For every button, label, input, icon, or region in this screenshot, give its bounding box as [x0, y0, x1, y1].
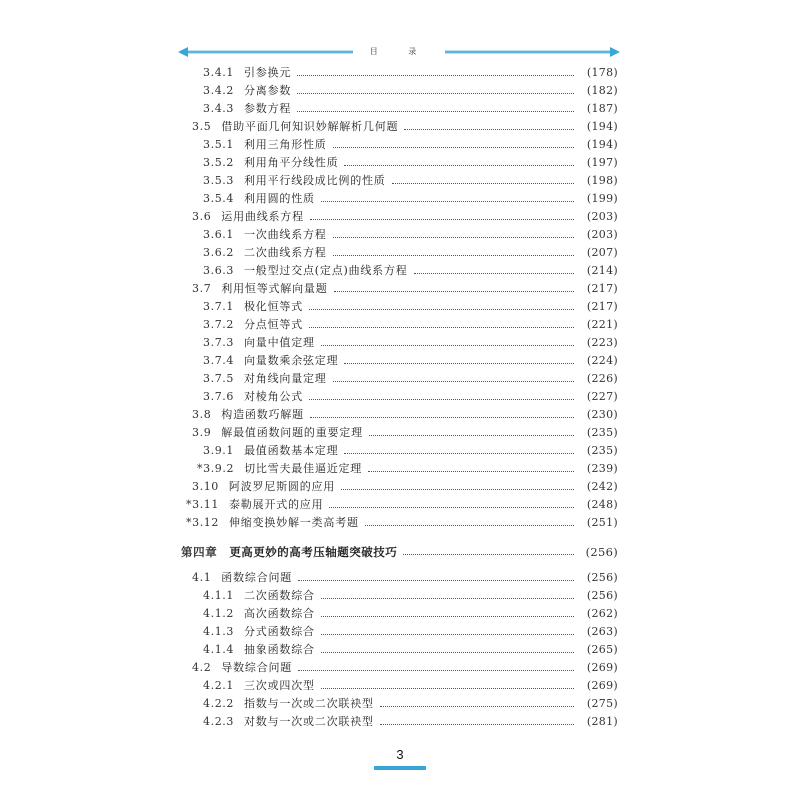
dot-leader [404, 128, 574, 130]
toc-entry-page: (263) [586, 625, 618, 638]
toc-entry-page: (178) [586, 66, 618, 79]
dot-leader [297, 92, 574, 94]
toc-entry-number: 3.6.2 [203, 246, 234, 259]
dot-leader [309, 308, 574, 310]
dot-leader [321, 597, 574, 599]
toc-entry-number: 4.1.1 [203, 589, 234, 602]
toc-entry-title: 更高更妙的高考压轴题突破技巧 [229, 545, 398, 559]
toc-entry-number: 3.7.4 [203, 354, 234, 367]
toc-entry[interactable] [203, 352, 618, 370]
toc-entry-title: 抽象函数综合 [244, 643, 315, 656]
toc-entry-title: 三次或四次型 [244, 679, 315, 692]
toc-entry-page: (242) [586, 480, 618, 493]
toc-entry-title: 参数方程 [244, 102, 292, 115]
toc-entry[interactable] [203, 226, 618, 244]
toc-entry-title: 一次曲线系方程 [244, 228, 327, 241]
toc-entry-title: 切比雪夫最佳逼近定理 [244, 462, 363, 475]
toc-entry-page: (248) [586, 498, 618, 511]
dot-leader [321, 200, 574, 202]
dot-leader [333, 146, 574, 148]
toc-entry-page: (256) [586, 571, 618, 584]
toc-entry-title: 指数与一次或二次联袂型 [244, 697, 374, 710]
toc-entry-number: 4.1 [192, 571, 212, 584]
toc-entry-title: 利用平行线段成比例的性质 [244, 174, 386, 187]
toc-entry-number: 3.7.1 [203, 300, 234, 313]
toc-entry-title: 利用圆的性质 [244, 192, 315, 205]
toc-entry-page: (235) [586, 426, 618, 439]
toc-entry-number: 3.10 [192, 480, 219, 493]
toc-entry[interactable] [186, 496, 618, 514]
toc-entry-number: 4.2.1 [203, 679, 234, 692]
dot-leader [333, 254, 574, 256]
dot-leader [414, 272, 574, 274]
toc-entry-number: 3.5.2 [203, 156, 234, 169]
dot-leader [333, 380, 574, 382]
toc-entry-number: 3.5.4 [203, 192, 234, 205]
toc-entry-page: (251) [586, 516, 618, 529]
toc-entry[interactable] [203, 316, 618, 334]
toc-entry-page: (197) [586, 156, 618, 169]
toc-entry[interactable] [203, 64, 618, 82]
toc-entry-number: 4.1.2 [203, 607, 234, 620]
toc-entry-page: (187) [586, 102, 618, 115]
toc-entry[interactable] [203, 587, 618, 605]
dot-leader [298, 669, 574, 671]
footer-accent-bar [374, 766, 426, 770]
page-title: 目 录 [369, 47, 431, 56]
toc-entry-page: (207) [586, 246, 618, 259]
toc-entry-page: (198) [586, 174, 618, 187]
toc-entry-page: (203) [586, 210, 618, 223]
dot-leader [321, 615, 574, 617]
dot-leader [321, 633, 574, 635]
toc-entry[interactable] [186, 514, 618, 532]
toc-entry-title: 函数综合问题 [221, 571, 293, 584]
toc-entry-number: 3.5.3 [203, 174, 234, 187]
toc-entry-page: (256) [585, 545, 618, 559]
toc-entry[interactable] [197, 460, 618, 478]
toc-entry-page: (235) [586, 444, 618, 457]
toc-entry-title: 引参换元 [244, 66, 292, 79]
toc-entry-page: (281) [586, 715, 618, 728]
dot-leader [298, 579, 574, 581]
toc-entry-number: 3.6.1 [203, 228, 234, 241]
toc-entry-page: (239) [586, 462, 618, 475]
toc-entry-number: 4.1.3 [203, 625, 234, 638]
toc-entry[interactable] [203, 677, 618, 695]
toc-entry[interactable] [192, 424, 618, 442]
toc-entry[interactable] [203, 172, 618, 190]
toc-entry-title: 对角线向量定理 [244, 372, 327, 385]
toc-entry-page: (256) [586, 589, 618, 602]
toc-entry-title: 向量中值定理 [244, 336, 315, 349]
toc-entry-title: 借助平面几何知识妙解解析几何题 [221, 120, 399, 133]
toc-entry-number: 3.5 [192, 120, 212, 133]
dot-leader [341, 488, 574, 490]
toc-entry[interactable] [203, 298, 618, 316]
toc-entry-page: (182) [586, 84, 618, 97]
dot-leader [329, 506, 574, 508]
page-number: 3 [396, 747, 404, 762]
toc-entry[interactable] [203, 136, 618, 154]
toc-entry[interactable] [192, 208, 618, 226]
toc-entry[interactable] [192, 280, 618, 298]
toc-entry-title: 导数综合问题 [221, 661, 293, 674]
toc-entry-number: 3.6.3 [203, 264, 234, 277]
toc-entry-number: 3.9.1 [203, 444, 234, 457]
toc-entry[interactable] [192, 478, 618, 496]
toc-entry-page: (230) [586, 408, 618, 421]
toc-entry[interactable] [203, 442, 618, 460]
dot-leader [369, 434, 574, 436]
toc-entry-page: (227) [586, 390, 618, 403]
toc-entry[interactable] [192, 118, 618, 136]
dot-leader [297, 110, 574, 112]
toc-entry-page: (223) [586, 336, 618, 349]
dot-leader [309, 326, 574, 328]
toc-entry-page: (194) [586, 120, 618, 133]
dot-leader [403, 553, 574, 555]
dot-leader [310, 218, 574, 220]
toc-entry-page: (214) [586, 264, 618, 277]
toc-entry[interactable] [192, 569, 618, 587]
toc-entry-title: 一般型过交点(定点)曲线系方程 [244, 264, 408, 277]
toc-entry-page: (217) [586, 300, 618, 313]
toc-entry[interactable] [203, 244, 618, 262]
toc-entry-page: (269) [586, 679, 618, 692]
toc-entry-page: (199) [586, 192, 618, 205]
toc-entry-title: 高次函数综合 [244, 607, 315, 620]
dot-leader [344, 452, 574, 454]
toc-entry-number: *3.11 [186, 498, 219, 511]
toc-entry-number: *3.12 [186, 516, 219, 529]
dot-leader [321, 344, 574, 346]
toc-entry-number: 4.2.2 [203, 697, 234, 710]
toc-entry[interactable] [203, 623, 618, 641]
toc-entry-number: 3.4.3 [203, 102, 234, 115]
dot-leader [321, 687, 574, 689]
dot-leader [297, 74, 574, 76]
toc-entry[interactable] [203, 713, 618, 731]
toc-entry-title: 分离参数 [244, 84, 292, 97]
toc-entry[interactable] [203, 605, 618, 623]
toc-entry[interactable] [203, 82, 618, 100]
toc-entry-number: 3.4.2 [203, 84, 234, 97]
toc-entry-number: 3.9 [192, 426, 212, 439]
dot-leader [334, 290, 575, 292]
toc-entry-number: 3.7.5 [203, 372, 234, 385]
toc-entry-title: 对棱角公式 [244, 390, 303, 403]
toc-entry-title: 解最值函数问题的重要定理 [221, 426, 363, 439]
toc-entry[interactable] [192, 406, 618, 424]
toc-entry-number: *3.9.2 [197, 462, 235, 475]
toc-entry-title: 向量数乘余弦定理 [244, 354, 339, 367]
dot-leader [333, 236, 574, 238]
dot-leader [380, 705, 574, 707]
dot-leader [365, 524, 574, 526]
toc-entry-title: 二次函数综合 [244, 589, 315, 602]
dot-leader [309, 398, 574, 400]
toc-entry-title: 分点恒等式 [244, 318, 303, 331]
toc-entry-title: 阿波罗尼斯圆的应用 [228, 480, 336, 493]
toc-entry-number: 3.7.3 [203, 336, 234, 349]
toc-entry-title: 最值函数基本定理 [244, 444, 339, 457]
toc-entry-page: (265) [586, 643, 618, 656]
toc-entry-number: 3.5.1 [203, 138, 234, 151]
toc-entry-page: (275) [586, 697, 618, 710]
toc-entry-title: 伸缩变换妙解一类高考题 [229, 516, 359, 529]
toc-entry-number: 3.8 [192, 408, 212, 421]
toc-entry[interactable] [203, 334, 618, 352]
dot-leader [344, 164, 574, 166]
toc-entry-number: 3.4.1 [203, 66, 234, 79]
toc-entry[interactable] [203, 695, 618, 713]
toc-entry[interactable] [203, 154, 618, 172]
toc-entry-number: 第四章 [181, 545, 218, 559]
toc-entry-title: 二次曲线系方程 [244, 246, 327, 259]
toc-entry-title: 分式函数综合 [244, 625, 315, 638]
toc-entry[interactable] [203, 190, 618, 208]
toc-entry-number: 4.2.3 [203, 715, 234, 728]
toc-entry[interactable] [203, 370, 618, 388]
dot-leader [380, 723, 574, 725]
dot-leader [368, 470, 574, 472]
toc-entry-title: 利用三角形性质 [244, 138, 327, 151]
toc-entry[interactable] [192, 659, 618, 677]
toc-entry-title: 极化恒等式 [244, 300, 303, 313]
dot-leader [392, 182, 574, 184]
toc-chapter-entry[interactable] [181, 543, 618, 561]
toc-entry[interactable] [203, 641, 618, 659]
toc-entry-title: 对数与一次或二次联袂型 [244, 715, 374, 728]
toc-entry[interactable] [203, 262, 618, 280]
toc-entry-title: 利用角平分线性质 [244, 156, 339, 169]
toc-entry-number: 3.7 [192, 282, 212, 295]
toc-entry-title: 运用曲线系方程 [221, 210, 304, 223]
dot-leader [310, 416, 574, 418]
toc-entry-title: 构造函数巧解题 [221, 408, 304, 421]
toc-entry-page: (203) [586, 228, 618, 241]
toc-entry-page: (226) [586, 372, 618, 385]
dot-leader [321, 651, 574, 653]
toc-entry-title: 利用恒等式解向量题 [221, 282, 328, 295]
toc-entry-page: (194) [586, 138, 618, 151]
toc-entry-page: (221) [586, 318, 618, 331]
toc-entry-number: 3.7.2 [203, 318, 234, 331]
toc-entry[interactable] [203, 388, 618, 406]
toc-entry-page: (269) [586, 661, 618, 674]
toc-entry-page: (262) [586, 607, 618, 620]
toc-entry-number: 3.7.6 [203, 390, 234, 403]
toc-entry-page: (224) [586, 354, 618, 367]
toc-entry[interactable] [203, 100, 618, 118]
toc-entry-title: 泰勒展开式的应用 [229, 498, 324, 511]
toc-entry-number: 4.2 [192, 661, 212, 674]
toc-entry-number: 4.1.4 [203, 643, 234, 656]
toc-entry-page: (217) [586, 282, 618, 295]
toc-entry-number: 3.6 [192, 210, 212, 223]
dot-leader [344, 362, 574, 364]
